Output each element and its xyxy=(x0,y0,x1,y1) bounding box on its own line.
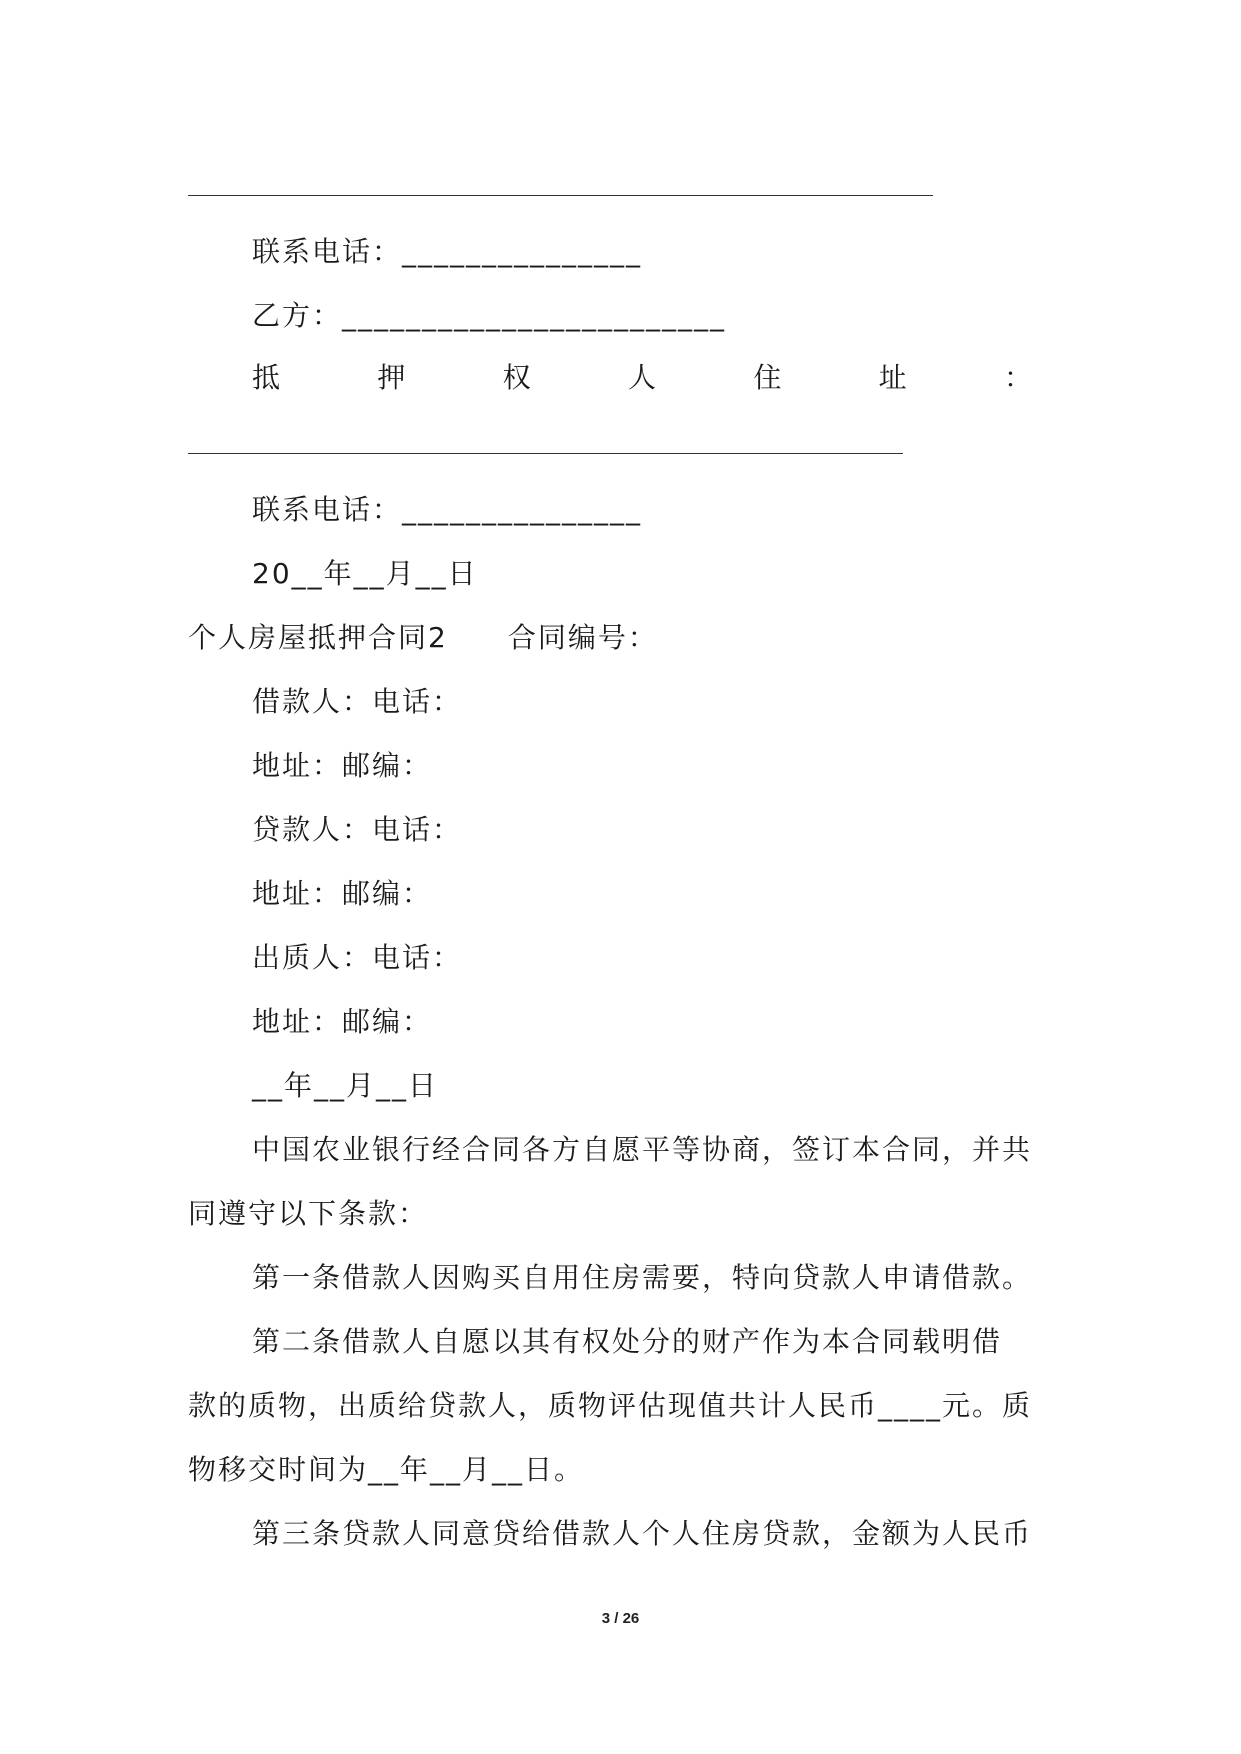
article-2-line-1: 第二条借款人自愿以其有权处分的财产作为本合同载明借 xyxy=(252,1325,1003,1358)
contact-phone-line-2: 联系电话：_______________ xyxy=(252,493,643,526)
blank-line-top xyxy=(188,195,933,196)
blank-line-address xyxy=(188,453,903,454)
mortgagee-address-char: 押 xyxy=(377,361,406,394)
article-1: 第一条借款人因购买自用住房需要，特向贷款人申请借款。 xyxy=(252,1261,1033,1294)
borrower-line: 借款人：电话： xyxy=(252,685,463,718)
date-line-1: 20__年__月__日 xyxy=(252,557,478,590)
article-2-line-3: 物移交时间为__年__月__日。 xyxy=(188,1453,585,1486)
mortgagee-address-label xyxy=(252,358,1032,398)
address-line-1: 地址：邮编： xyxy=(252,749,433,782)
address-line-2: 地址：邮编： xyxy=(252,877,433,910)
mortgagee-address-char: 权 xyxy=(502,361,531,394)
mortgagee-address-char: 住 xyxy=(753,361,782,394)
article-2-line-2: 款的质物，出质给贷款人，质物评估现值共计人民币____元。质 xyxy=(188,1389,1033,1422)
contract-heading: 个人房屋抵押合同2 合同编号： xyxy=(188,621,658,654)
mortgagee-address-char: 址 xyxy=(878,361,907,394)
address-line-3: 地址：邮编： xyxy=(252,1005,433,1038)
mortgagee-address-char: 人 xyxy=(627,361,656,394)
article-3-line-1: 第三条贷款人同意贷给借款人个人住房贷款，金额为人民币 xyxy=(252,1517,1033,1550)
date-line-2: __年__月__日 xyxy=(252,1069,439,1102)
party-b-line: 乙方：________________________ xyxy=(252,299,727,332)
page-number: 3 / 26 xyxy=(601,1610,640,1627)
contact-phone-line-1: 联系电话：_______________ xyxy=(252,235,643,268)
intro-paragraph-line-2: 同遵守以下条款： xyxy=(188,1197,429,1230)
intro-paragraph-line-1: 中国农业银行经合同各方自愿平等协商，签订本合同，并共 xyxy=(252,1133,1033,1166)
lender-line: 贷款人：电话： xyxy=(252,813,463,846)
pledgor-line: 出质人：电话： xyxy=(252,941,463,974)
mortgagee-address-char: 抵 xyxy=(252,361,281,394)
mortgagee-address-char: ： xyxy=(1003,361,1032,394)
